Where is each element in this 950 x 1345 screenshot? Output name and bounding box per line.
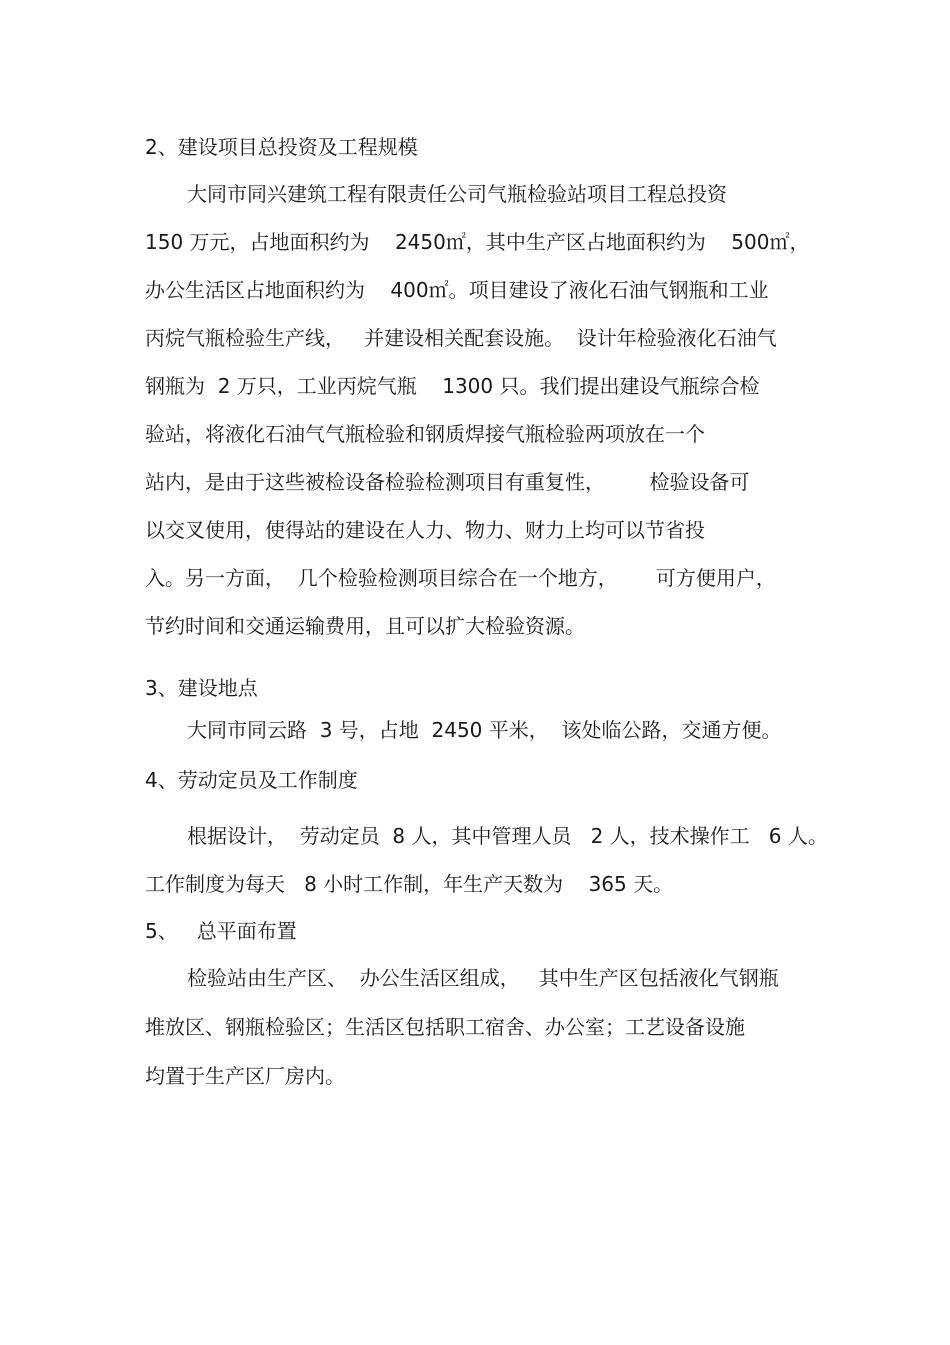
paragraph-line: 工作制度为每天 8 小时工作制，年生产天数为 365 天。 [145,872,674,896]
paragraph-line: 根据设计， 劳动定员 8 人，其中管理人员 2 人，技术操作工 6 人。 [187,824,828,848]
paragraph-line: 丙烷气瓶检验生产线， 并建设相关配套设施。 设计年检验液化石油气 [145,326,777,350]
paragraph-line: 均置于生产区厂房内。 [145,1064,345,1088]
paragraph-line: 堆放区、钢瓶检验区；生活区包括职工宿舍、办公室；工艺设备设施 [145,1015,745,1039]
paragraph-line: 检验站由生产区、 办公生活区组成， 其中生产区包括液化气钢瓶 [187,966,779,990]
paragraph-line: 150 万元，占地面积约为 2450㎡，其中生产区占地面积约为 500㎡， [145,230,810,254]
paragraph-line: 办公生活区占地面积约为 400㎡。项目建设了液化石油气钢瓶和工业 [145,278,769,302]
paragraph-line: 大同市同兴建筑工程有限责任公司气瓶检验站项目工程总投资 [187,182,727,206]
section-heading-4: 4、劳动定员及工作制度 [145,768,358,792]
paragraph-line: 以交叉使用，使得站的建设在人力、物力、财力上均可以节省投 [145,518,705,542]
paragraph-line: 站内，是由于这些被检设备检验检测项目有重复性， 检验设备可 [145,470,750,494]
paragraph-line: 大同市同云路 3 号，占地 2450 平米， 该处临公路，交通方便。 [187,718,782,742]
paragraph-line: 钢瓶为 2 万只，工业丙烷气瓶 1300 只。我们提出建设气瓶综合检 [145,374,760,398]
paragraph-line: 验站，将液化石油气气瓶检验和钢质焊接气瓶检验两项放在一个 [145,422,705,446]
paragraph-line: 入。另一方面， 几个检验检测项目综合在一个地方， 可方便用户， [145,566,776,590]
paragraph-line: 节约时间和交通运输费用，且可以扩大检验资源。 [145,614,585,638]
section-heading-2: 2、建设项目总投资及工程规模 [145,135,418,159]
section-heading-3: 3、建设地点 [145,676,258,700]
section-heading-5: 5、 总平面布置 [145,919,297,943]
